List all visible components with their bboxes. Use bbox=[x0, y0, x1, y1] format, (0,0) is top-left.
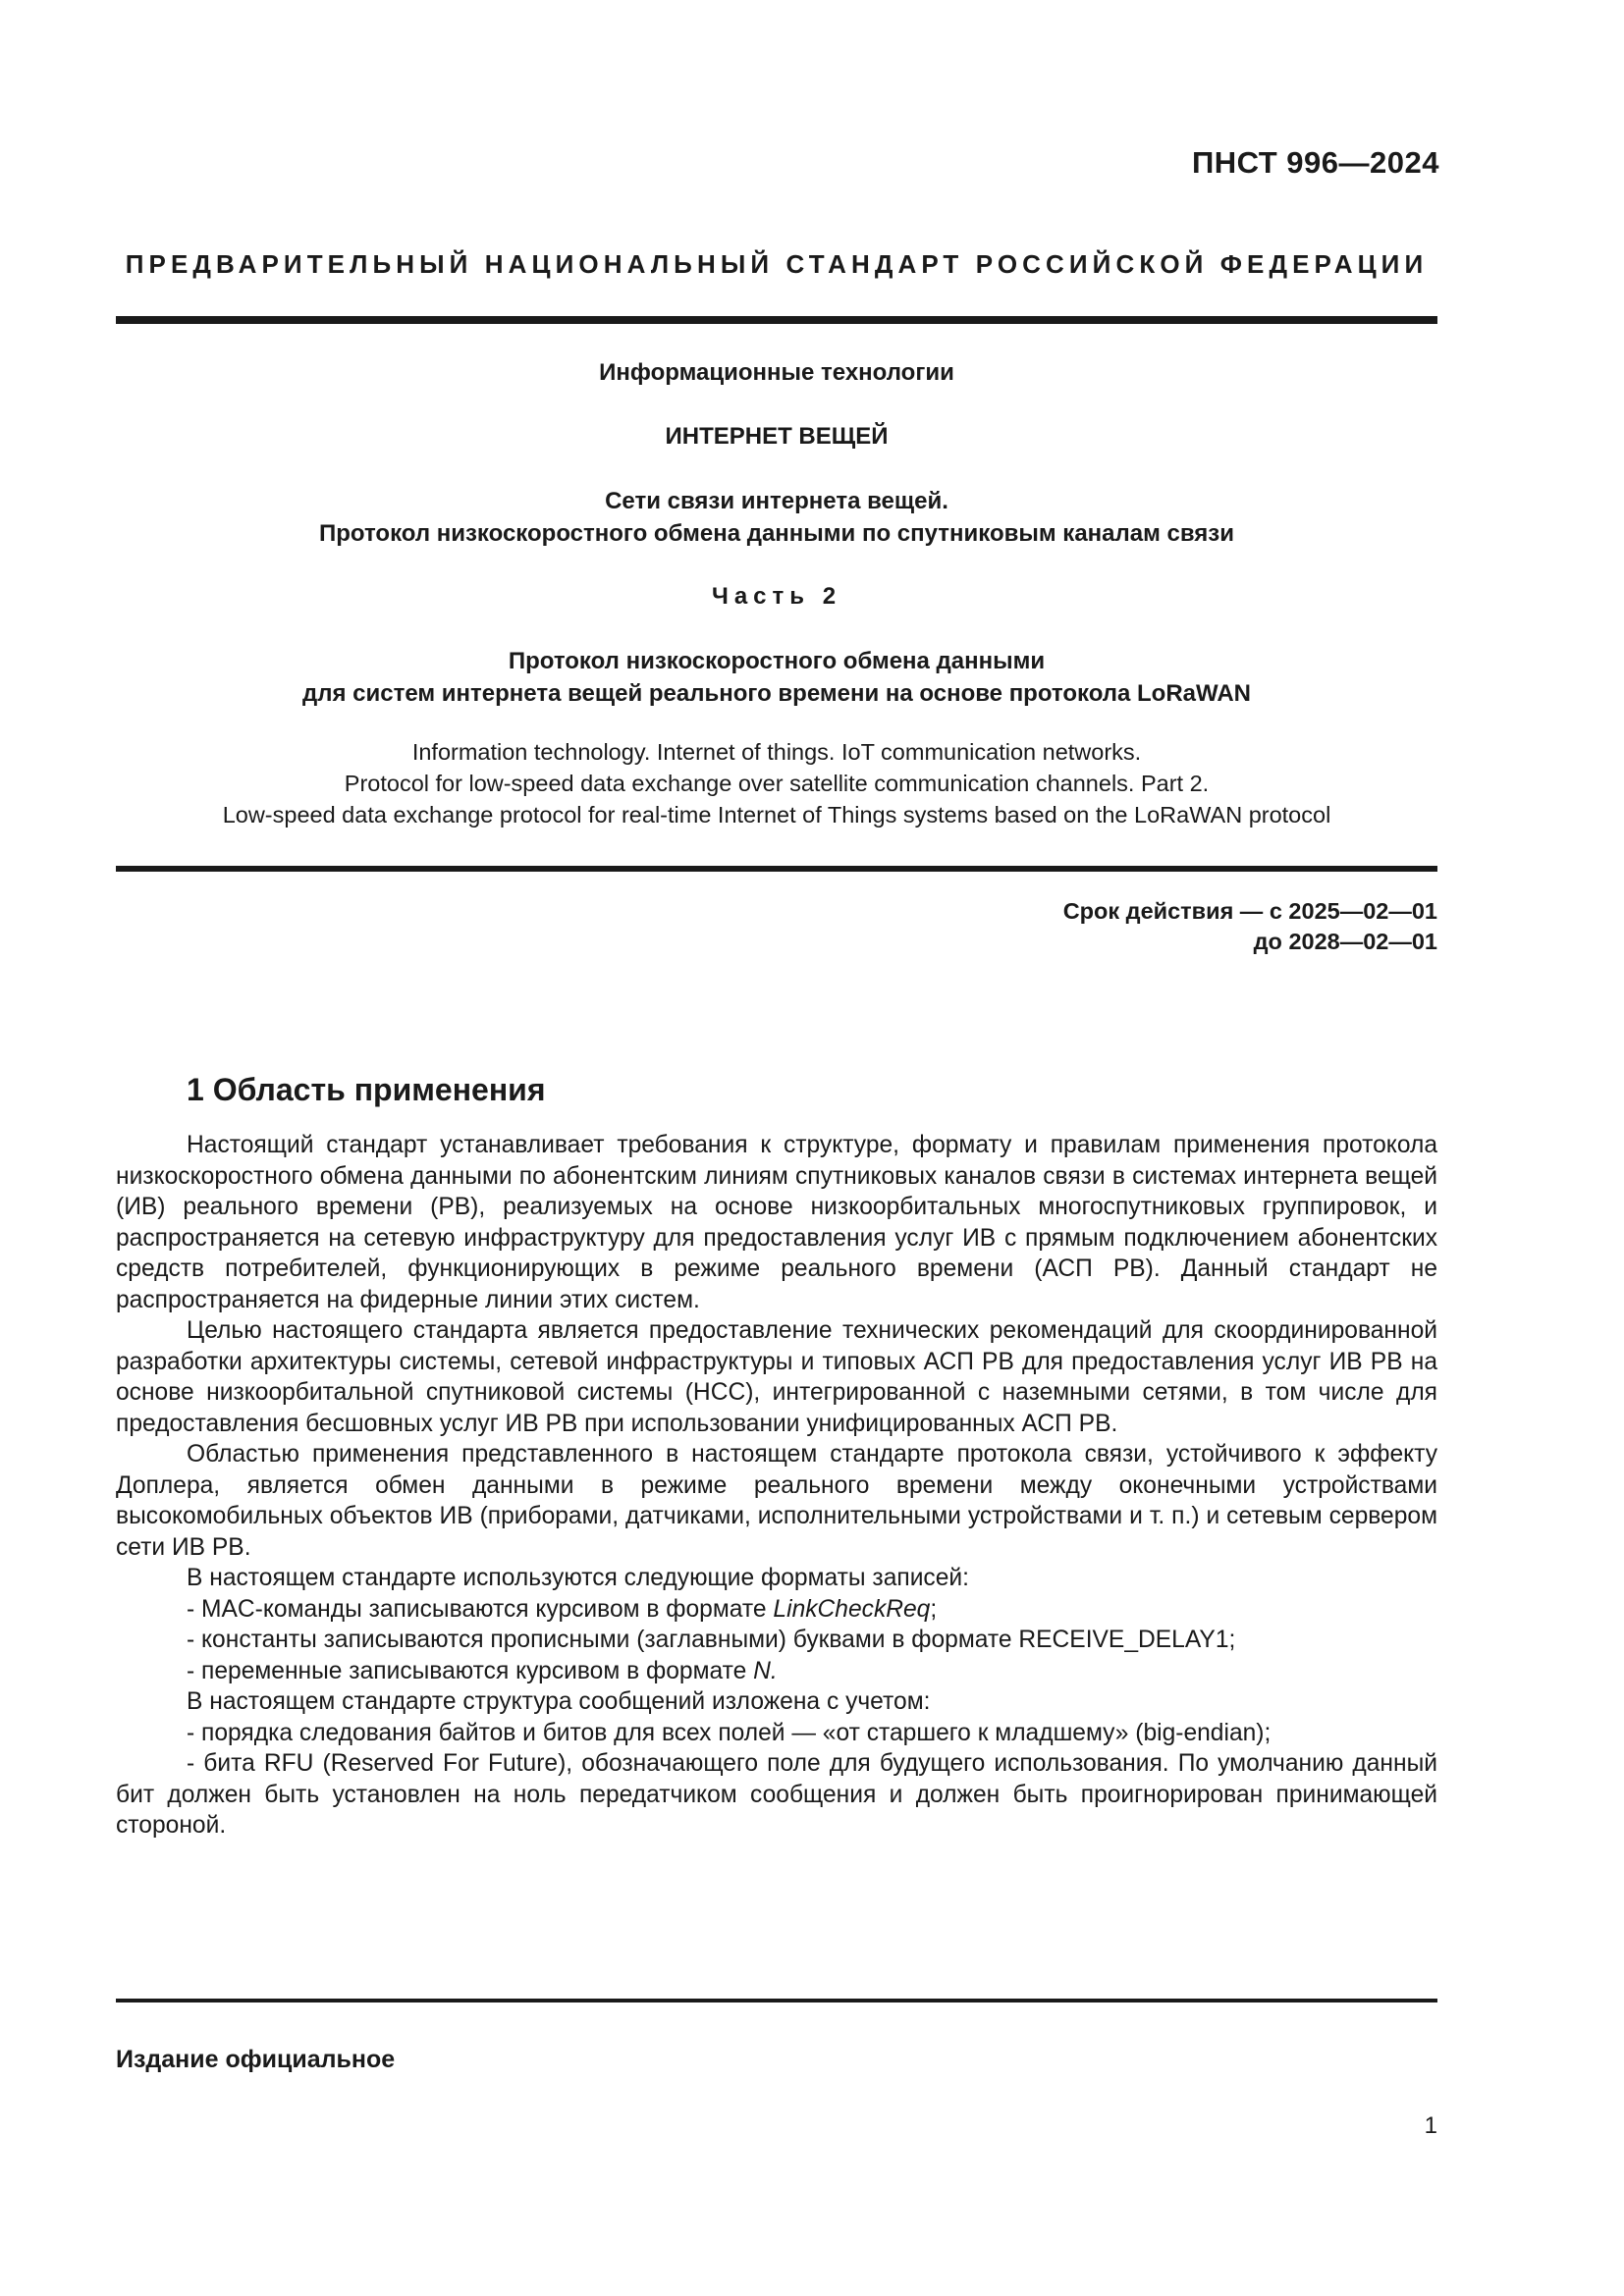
document-code: ПНСТ 996—2024 bbox=[1191, 145, 1439, 180]
english-title-line-1: Information technology. Internet of things. IoT communication networks. bbox=[411, 739, 1142, 765]
bottom-divider bbox=[116, 1999, 1437, 2002]
english-title-line-3: Low-speed data exchange protocol for real-time Internet of Things systems based on the LoRaWAN protocol bbox=[222, 802, 1331, 828]
page-number: 1 bbox=[1424, 2112, 1437, 2139]
validity-period bbox=[1063, 896, 1437, 957]
part-label: Часть 2 bbox=[711, 583, 842, 610]
subtitle-line-2: Протокол низкоскоростного обмена данными по спутниковым каналам связи bbox=[319, 520, 1234, 547]
validity-start: Срок действия — с 2025—02—01 bbox=[1062, 898, 1437, 924]
subtitle-line-1: Сети связи интернета вещей. bbox=[605, 488, 948, 514]
paragraph-1: Настоящий стандарт устанавливает требования к структуре, формату и правилам применения протокола низкоскоростного обмена данными по абонентским линиям спутниковых каналов связи в системах интернета вещей (ИВ) реального времени (РВ), реализуемых на основе низкоорбитальных многоспутниковых группировок, и распространяется на сетевую инфраструктуру для предоставления услуг ИВ с прямым подключением абонентских средств потребителей, функционирующих в режиме реального времени (АСП РВ). Данный стандарт не распространяется на фидерные линии этих систем. bbox=[116, 1132, 1437, 1313]
paragraph-2: Целью настоящего стандарта является предоставление технических рекомендаций для скоординированной разработки архитектуры системы, сетевой инфраструктуры и типовых АСП РВ для предоставления услуг ИВ РВ на основе низкоорбитальной спутниковой системы (НСС), интегрированной с наземными сетями, в том числе для предоставления бесшовных услуг ИВ РВ при использовании унифицированных АСП РВ. bbox=[116, 1317, 1437, 1437]
part-title-line-1: Протокол низкоскоростного обмена данными bbox=[508, 648, 1046, 674]
english-title-line-2: Protocol for low-speed data exchange over satellite communication channels. Part 2. bbox=[344, 771, 1210, 796]
format-item-2: - константы записываются прописными (заглавными) буквами в формате RECEIVE_DELAY1; bbox=[187, 1627, 1236, 1653]
structure-item-1: - порядка следования байтов и битов для всех полей — «от старшего к младшему» (big-endian); bbox=[187, 1719, 1272, 1746]
part-title-line-2: для систем интернета вещей реального времени на основе протокола LoRaWAN bbox=[301, 680, 1252, 707]
section-heading: 1 Область применения bbox=[187, 1072, 546, 1107]
formats-intro: В настоящем стандарте используются следующие форматы записей: bbox=[187, 1565, 969, 1591]
paragraph-3: Областью применения представленного в настоящем стандарте протокола связи, устойчивого к эффекту Доплера, является обмен данными в режиме реального времени между оконечными устройствами высокомобильных объектов ИВ (приборами, датчиками, исполнительными устройствами и т. п.) и сетевым сервером сети ИВ РВ. bbox=[116, 1441, 1437, 1561]
middle-divider bbox=[116, 866, 1437, 872]
field-title: Информационные технологии bbox=[599, 359, 954, 386]
validity-end: до 2028—02—01 bbox=[1253, 929, 1437, 954]
standard-title: ПРЕДВАРИТЕЛЬНЫЙ НАЦИОНАЛЬНЫЙ СТАНДАРТ РОССИЙСКОЙ ФЕДЕРАЦИИ bbox=[125, 249, 1429, 279]
section-body bbox=[116, 1130, 1437, 1842]
format-item-3: - переменные записываются курсивом в формате N. bbox=[187, 1657, 778, 1684]
format-item-1: - MAC-команды записываются курсивом в формате LinkCheckReq; bbox=[187, 1595, 938, 1623]
edition-label: Издание официальное bbox=[116, 2046, 396, 2073]
structure-intro: В настоящем стандарте структура сообщений изложена с учетом: bbox=[187, 1688, 931, 1715]
top-divider bbox=[116, 316, 1437, 324]
topic-title: ИНТЕРНЕТ ВЕЩЕЙ bbox=[665, 423, 889, 450]
structure-item-2: - бита RFU (Reserved For Future), обозначающего поле для будущего использования. По умолчанию данный бит должен быть установлен на ноль передатчиком сообщения и должен быть проигнорирован принимающей стороной. bbox=[116, 1750, 1437, 1839]
